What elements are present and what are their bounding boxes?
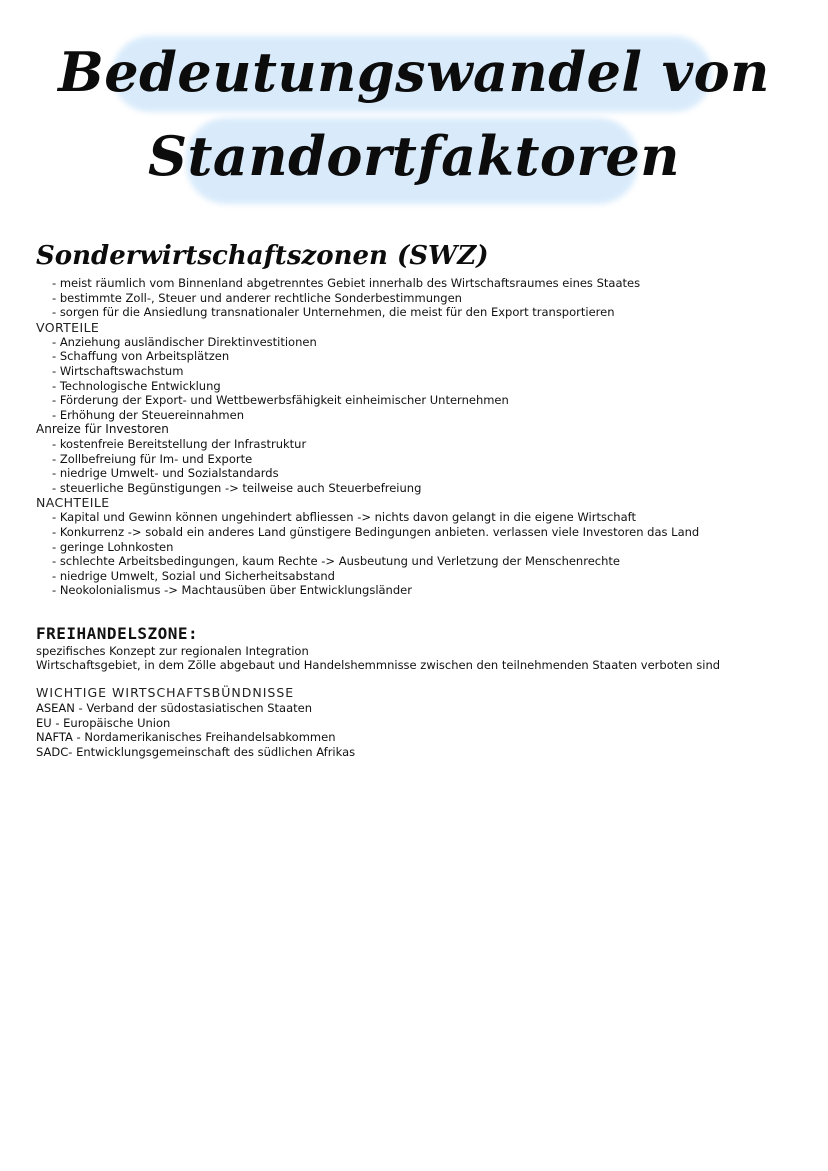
list-item: - kostenfreie Bereitstellung der Infrastruktur <box>52 437 806 452</box>
list-item: - meist räumlich vom Binnenland abgetrenntes Gebiet innerhalb des Wirtschaftsraumes eines Staates <box>52 276 806 291</box>
list-item: - steuerliche Begünstigungen -> teilweise auch Steuerbefreiung <box>52 481 806 496</box>
nachteile-heading: NACHTEILE <box>36 495 110 511</box>
list-item: - sorgen für die Ansiedlung transnationaler Unternehmen, die meist für den Export transportieren <box>52 305 806 320</box>
nachteile-list <box>36 510 806 598</box>
list-item: - Zollbefreiung für Im- und Exporte <box>52 452 806 467</box>
buendnis-item: EU - Europäische Union <box>36 715 171 730</box>
title-block <box>0 0 828 220</box>
list-item: - Anziehung ausländischer Direktinvestitionen <box>52 335 806 350</box>
list-item: - Neokolonialismus -> Machtausüben über Entwicklungsländer <box>52 583 806 598</box>
list-item: - schlechte Arbeitsbedingungen, kaum Rechte -> Ausbeutung und Verletzung der Menschenrechte <box>52 554 806 569</box>
list-item: - Schaffung von Arbeitsplätzen <box>52 349 806 364</box>
title-line-1: Bedeutungswandel von <box>58 40 770 104</box>
anreize-list <box>36 437 806 495</box>
buendnis-item: NAFTA - Nordamerikanisches Freihandelsabkommen <box>36 730 336 745</box>
freihandel-line: Wirtschaftsgebiet, in dem Zölle abgebaut und Handelshemmnisse zwischen den teilnehmenden Staaten verboten sind <box>36 658 721 673</box>
list-item: - niedrige Umwelt- und Sozialstandards <box>52 466 806 481</box>
document-body <box>36 236 806 759</box>
vorteile-heading: VORTEILE <box>36 319 100 335</box>
swz-heading: Sonderwirtschaftszonen (SWZ) <box>36 241 489 271</box>
vorteile-list <box>36 335 806 423</box>
list-item: - Kapital und Gewinn können ungehindert abfliessen -> nichts davon gelangt in die eigene Wirtschaft <box>52 510 806 525</box>
list-item: - niedrige Umwelt, Sozial und Sicherheitsabstand <box>52 569 806 584</box>
freihandel-heading: FREIHANDELSZONE: <box>36 623 199 643</box>
title-line-2: Standortfaktoren <box>147 124 681 188</box>
list-item: - Förderung der Export- und Wettbewerbsfähigkeit einheimischer Unternehmen <box>52 393 806 408</box>
freihandel-line: spezifisches Konzept zur regionalen Integration <box>36 643 309 658</box>
list-item: - Wirtschaftswachstum <box>52 364 806 379</box>
buendnis-item: SADC- Entwicklungsgemeinschaft des südlichen Afrikas <box>36 744 356 759</box>
list-item: - geringe Lohnkosten <box>52 540 806 555</box>
list-item: - Technologische Entwicklung <box>52 379 806 394</box>
swz-intro-list <box>36 276 806 320</box>
buendnisse-heading: WICHTIGE WIRTSCHAFTSBÜNDNISSE <box>36 685 295 701</box>
list-item: - Erhöhung der Steuereinnahmen <box>52 408 806 423</box>
anreize-heading: Anreize für Investoren <box>36 422 169 437</box>
list-item: - bestimmte Zoll-, Steuer und anderer rechtliche Sonderbestimmungen <box>52 291 806 306</box>
list-item: - Konkurrenz -> sobald ein anderes Land günstigere Bedingungen anbieten. verlassen viele Investoren das Land <box>52 525 806 540</box>
buendnis-item: ASEAN - Verband der südostasiatischen Staaten <box>36 701 312 716</box>
